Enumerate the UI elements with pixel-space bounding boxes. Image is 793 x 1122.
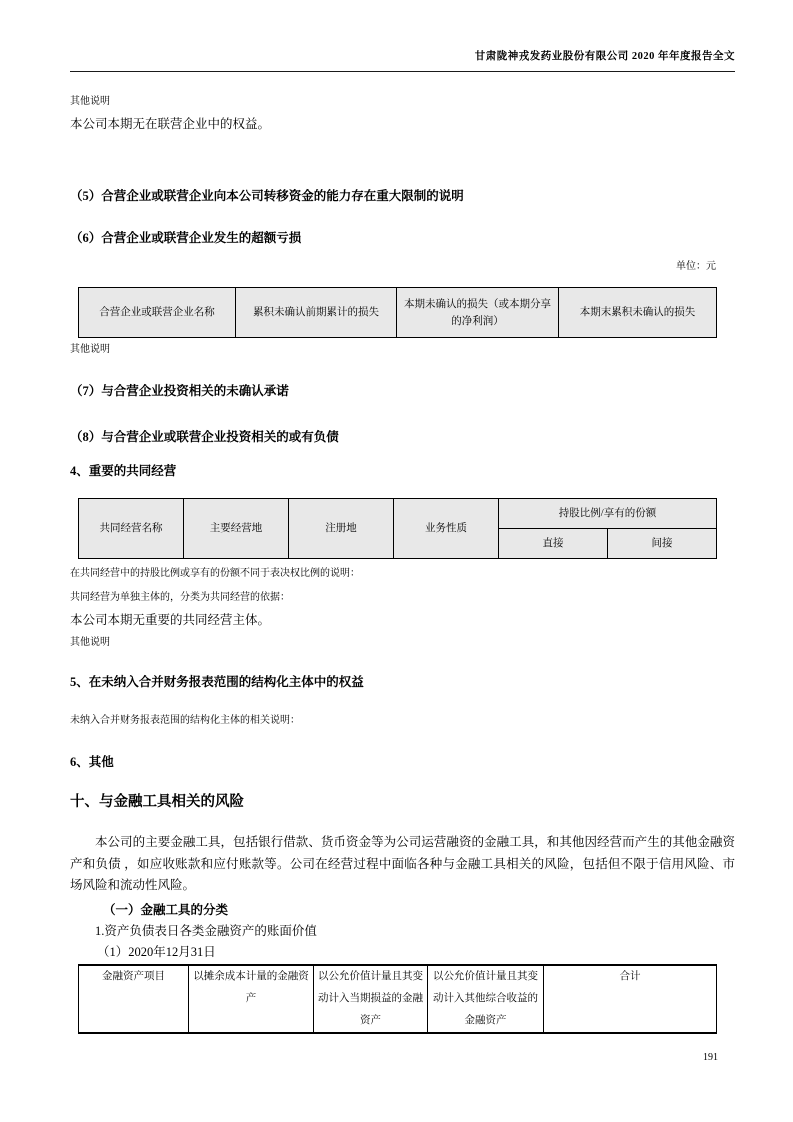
other-note-2: 其他说明 <box>70 344 110 355</box>
risk-paragraph: 本公司的主要金融工具，包括银行借款、货币资金等为公司运营融资的金融工具，和其他因经营而产生的其他金融资产和负债 ，如应收账款和应付账款等。公司在经营过程中面临各种与金融工具相关的风险，包括但不限于信用风险、市场风险和流动性风险。 <box>70 835 735 892</box>
header-cell-main-place: 主要经营地 <box>184 499 289 559</box>
no-joint-operation-text: 本公司本期无重要的共同经营主体。 <box>70 613 271 627</box>
financial-assets-table <box>78 964 717 1034</box>
table-header-row <box>79 499 717 529</box>
table-header-row <box>79 288 717 338</box>
sub-heading-date: （1）2020年12月31日 <box>97 944 216 959</box>
header-cell-total: 合计 <box>544 965 717 1033</box>
unit-label: 单位：元 <box>676 261 716 272</box>
other-note-3: 其他说明 <box>70 637 110 648</box>
heading-4-joint-operations: 4、重要的共同经营 <box>70 464 177 478</box>
header-cell-shareholding-ratio-group: 持股比例/享有的份额 <box>499 499 717 529</box>
no-associate-equity-text: 本公司本期无在联营企业中的权益。 <box>70 117 271 131</box>
page-header-title: 甘肃陇神戎发药业股份有限公司 2020 年年度报告全文 <box>70 0 735 72</box>
header-cell-fvtpl: 以公允价值计量且其变动计入当期损益的金融资产 <box>314 965 428 1033</box>
header-cell-joint-op-name: 共同经营名称 <box>79 499 184 559</box>
heading-8-contingent-liabilities: （8）与合营企业或联营企业投资相关的或有负债 <box>70 430 339 444</box>
header-cell-business-nature: 业务性质 <box>394 499 499 559</box>
page-number: 191 <box>703 1051 718 1063</box>
joint-op-note-2: 共同经营为单独主体的，分类为共同经营的依据： <box>70 592 290 603</box>
heading-10-financial-instrument-risk: 十、与金融工具相关的风险 <box>70 794 244 810</box>
header-cell-fvoci: 以公允价值计量且其变动计入其他综合收益的金融资产 <box>428 965 544 1033</box>
joint-operation-table <box>78 498 717 559</box>
table-header-row <box>79 965 717 1033</box>
heading-6-other: 6、其他 <box>70 755 114 769</box>
structured-entities-note: 未纳入合并财务报表范围的结构化主体的相关说明： <box>70 715 300 726</box>
header-cell-amortized-cost: 以摊余成本计量的金融资产 <box>189 965 314 1033</box>
other-note-1: 其他说明 <box>70 96 110 107</box>
heading-5-transfer-restriction: （5）合营企业或联营企业向本公司转移资金的能力存在重大限制的说明 <box>70 189 464 203</box>
header-cell-ending-accumulated-loss: 本期末累积未确认的损失 <box>559 288 717 338</box>
sub-heading-carrying-value: 1.资产负债表日各类金融资产的账面价值 <box>95 923 317 938</box>
header-cell-direct: 直接 <box>499 529 608 559</box>
header-cell-entity-name: 合营企业或联营企业名称 <box>79 288 236 338</box>
heading-5-structured-entities: 5、在未纳入合并财务报表范围的结构化主体中的权益 <box>70 675 364 689</box>
header-cell-current-unrecognized-loss: 本期未确认的损失（或本期分享的净利润） <box>397 288 559 338</box>
joint-op-note-1: 在共同经营中的持股比例或享有的份额不同于表决权比例的说明： <box>70 568 360 579</box>
heading-7-unrecognized-commitments: （7）与合营企业投资相关的未确认承诺 <box>70 384 289 398</box>
heading-classification: （一）金融工具的分类 <box>103 902 229 917</box>
header-cell-asset-item: 金融资产项目 <box>79 965 189 1033</box>
header-cell-indirect: 间接 <box>608 529 717 559</box>
header-cell-registered-place: 注册地 <box>289 499 394 559</box>
excess-loss-table <box>78 287 717 338</box>
header-cell-accumulated-prior-loss: 累积未确认前期累计的损失 <box>236 288 397 338</box>
heading-6-excess-loss: （6）合营企业或联营企业发生的超额亏损 <box>70 231 302 245</box>
